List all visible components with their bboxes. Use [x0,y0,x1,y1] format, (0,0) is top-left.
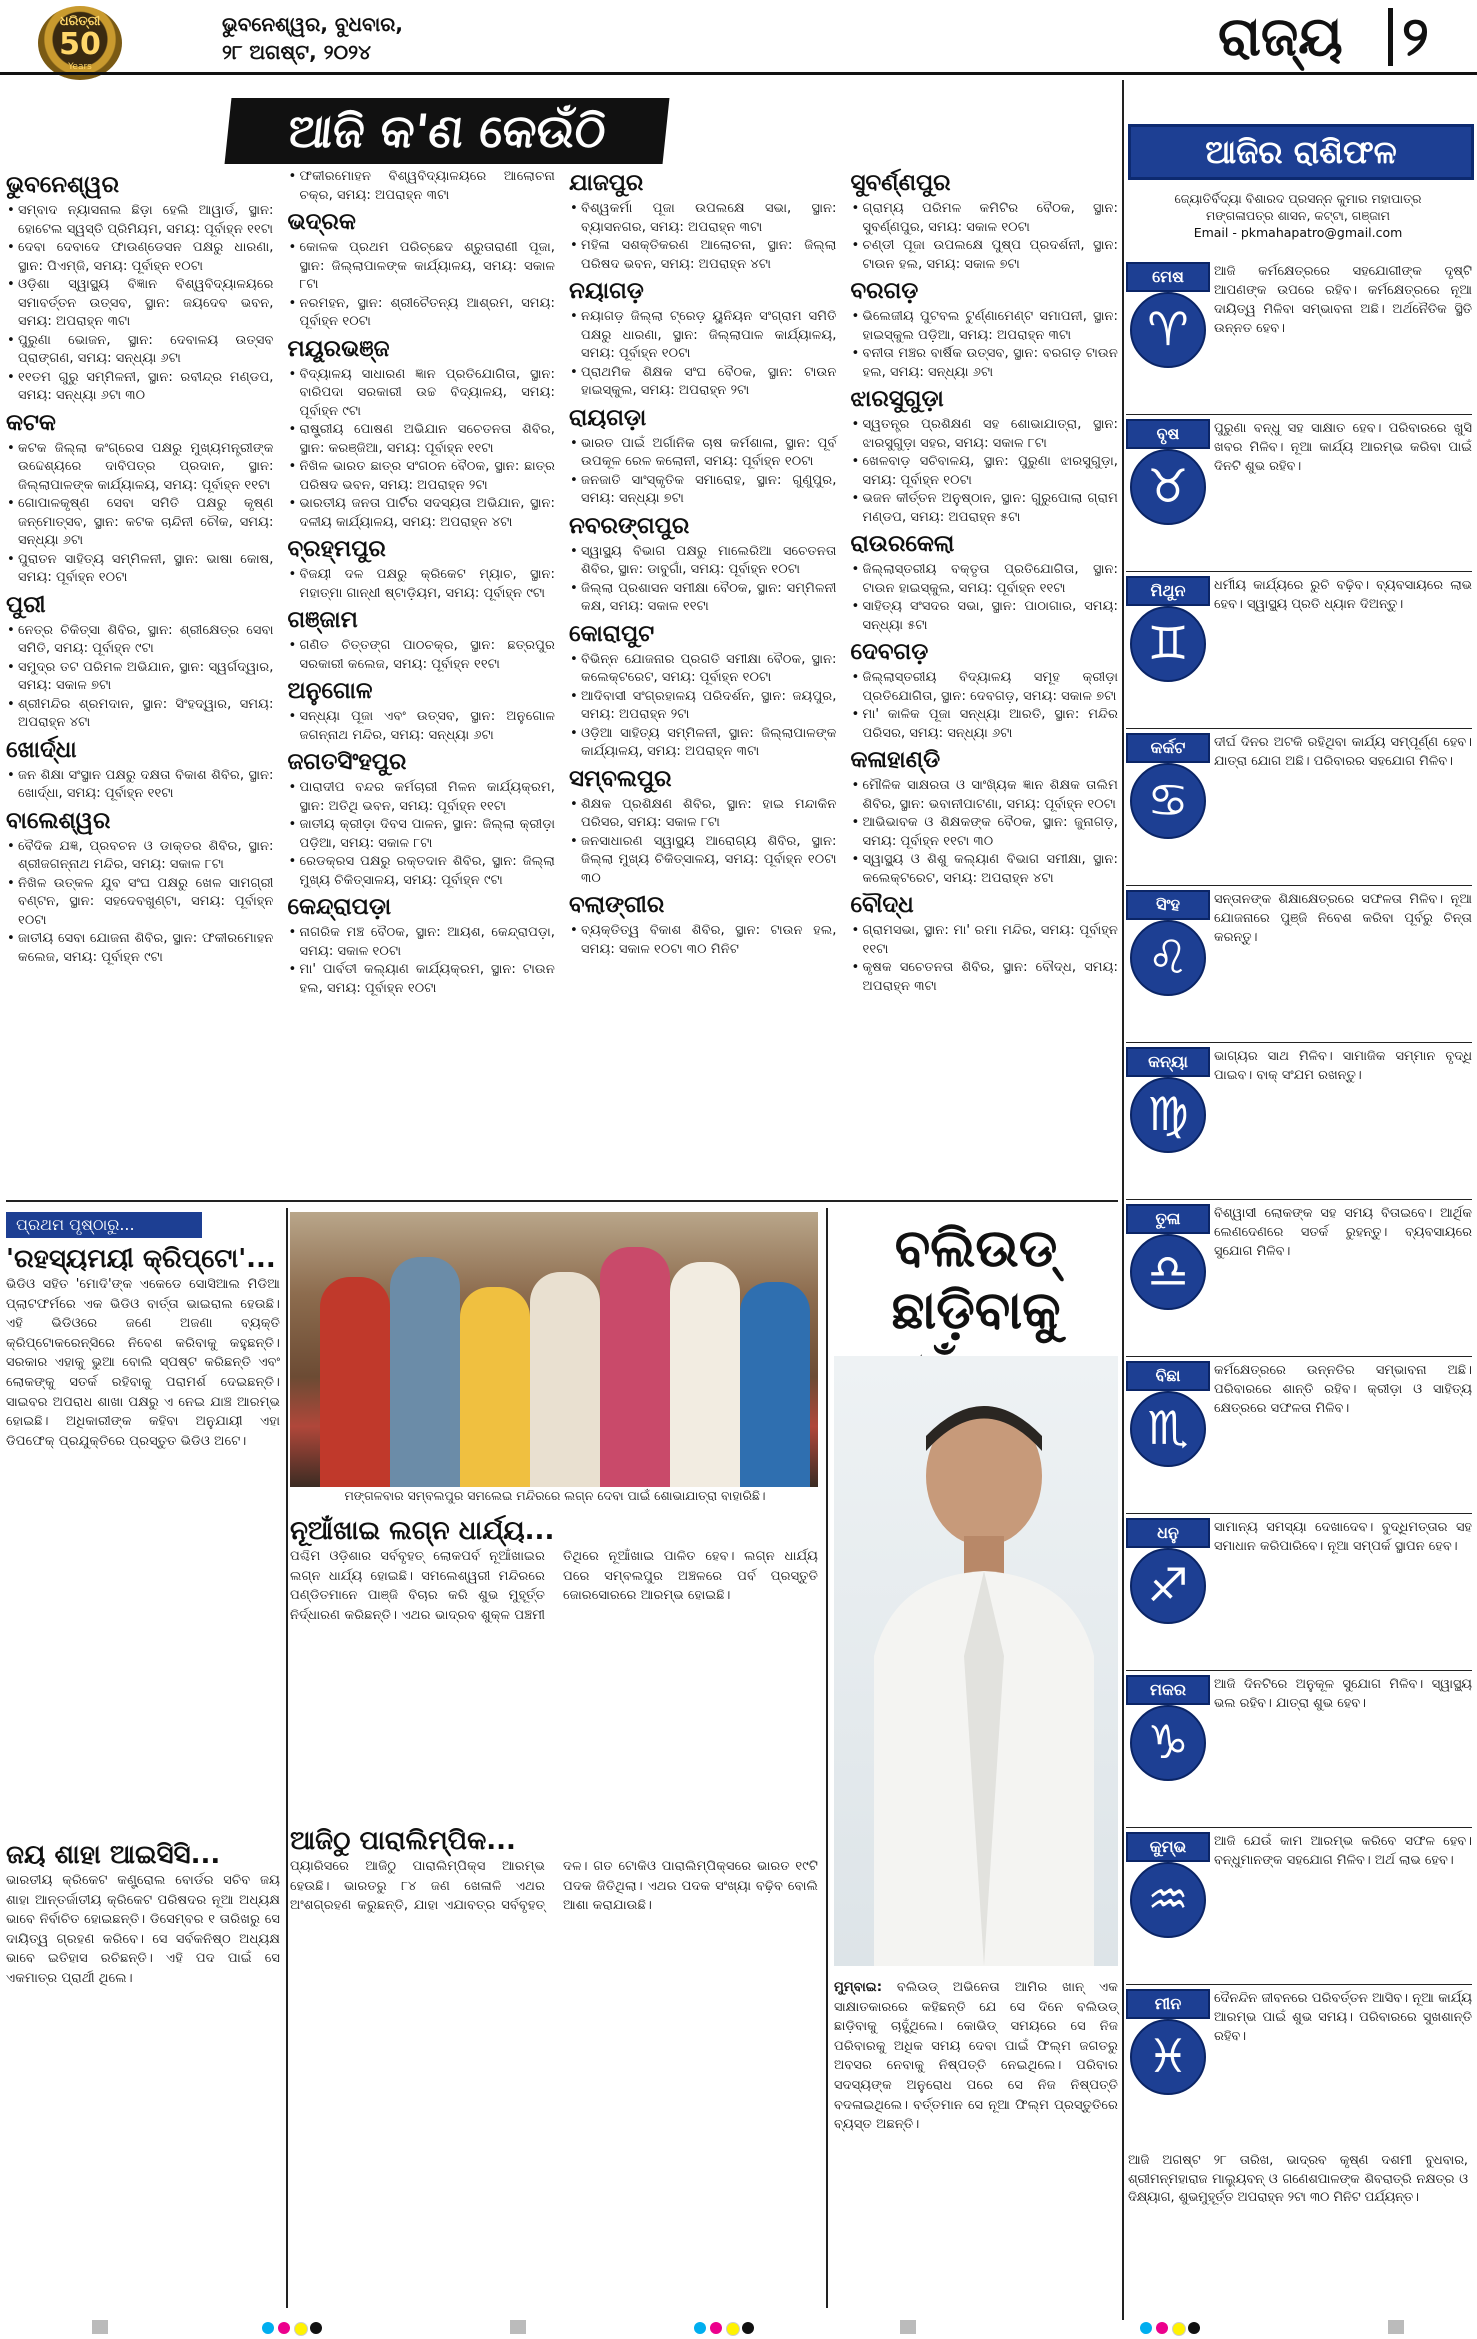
event-item: • ଆଦିବାସୀ ସଂଗ୍ରହାଳୟ ପରିଦର୍ଶନ, ସ୍ଥାନ: ଜୟପୁର, ସମୟ: ଅପରାହ୍ନ ୨ଟା [569,688,837,725]
magenta-dot [278,2322,290,2334]
event-item: • ରେଡକ୍ରସ ପକ୍ଷରୁ ରକ୍ତଦାନ ଶିବିର, ସ୍ଥାନ: ଜିଲ୍ଲା ମୁଖ୍ୟ ଚିକିତ୍ସାଳୟ, ସମୟ: ପୂର୍ବାହ୍ନ ୯ଟା [288,853,556,890]
article-paralympics-body: ପ୍ୟାରିସରେ ଆଜିଠୁ ପାରାଲିମ୍ପିକ୍ସ ଆରମ୍ଭ ହେଉଛି। ଭାରତରୁ ୮୪ ଜଣ ଖେଳାଳି ଏଥର ଅଂଶଗ୍ରହଣ କରୁଛନ୍ତି, ଯାହା ଏଯାବତ୍‌ର ସର୍ବବୃହତ୍ ଦଳ। ଗତ ଟୋକିଓ ପାରାଲିମ୍ପିକ୍ସରେ ଭାରତ ୧୯ଟି ପଦକ ଜିତିଥିଲା। ଏଥର ପଦକ ସଂଖ୍ୟା ବଢ଼ିବ ବୋଲି ଆଶା କରାଯାଉଛି। [290,1859,818,1914]
article-aamir-dateline: ମୁମ୍ବାଇ: [834,1980,882,1995]
event-item: • ବନୀତା ମଞ୍ଚର ବାର୍ଷିକ ଉତ୍ସବ, ସ୍ଥାନ: ବରଗଡ଼ ଟାଉନ ହଲ, ସମୟ: ସନ୍ଧ୍ୟା ୬ଟା [851,345,1119,382]
yellow-dot [1172,2322,1186,2336]
event-item: • ବିଶ୍ୱକର୍ମା ପୂଜା ଉପଲକ୍ଷେ ସଭା, ସ୍ଥାନ: ବ୍ୟାସନଗର, ସମୟ: ଅପରାହ୍ନ ୩ଟା [569,200,837,237]
column-divider [826,1208,828,2308]
section-title: ରାଜ୍ୟ [1218,4,1343,68]
registration-mark [510,2320,526,2334]
event-item: • ଜାତୀୟ ସେବା ଯୋଜନା ଶିବିର, ସ୍ଥାନ: ଫକୀରମୋହନ କଲେଜ, ସମୟ: ପୂର୍ବାହ୍ନ ୯ଟା [6,930,274,967]
zodiac-icon: ♉ [1130,449,1206,525]
article-nuakhai-title[interactable]: ନୂଆଁଖାଇ ଲଗ୍ନ ଧାର୍ଯ୍ୟ... [290,1516,555,1546]
rashi-prediction: ବିଶ୍ୱାସୀ ଲୋକଙ୍କ ସହ ସମୟ ବିତାଇବେ। ଆର୍ଥିକ ଲେଣଦେଣରେ ସତର୍କ ରୁହନ୍ତୁ। ବ୍ୟବସାୟରେ ସୁଯୋଗ ମିଳିବ। [1214,1206,1472,1259]
rashi-prediction: ପୁରୁଣା ବନ୍ଧୁ ସହ ସାକ୍ଷାତ ହେବ। ପରିବାରରେ ଖୁସି ଖବର ମିଳିବ। ନୂଆ କାର୍ଯ୍ୟ ଆରମ୍ଭ କରିବା ପାଇଁ ଦିନଟି ଶୁଭ ରହିବ। [1214,421,1472,474]
astrologer-address: ମଙ୍ଗଳାପତ୍ର ଶାସନ, କଟ୍ଟା, ଗଞ୍ଜାମ [1205,208,1391,223]
district-heading: ସୁବର୍ଣ୍ଣପୁର [850,170,951,196]
registration-mark [92,2320,108,2334]
event-item: • ଶିକ୍ଷକ ପ୍ରଶିକ୍ଷଣ ଶିବିର, ସ୍ଥାନ: ହାଇ ମନ୍ଦାକିନ ପରିସର, ସମୟ: ସକାଳ ୮ଟା [569,796,837,833]
zodiac-icon: ♐ [1130,1548,1206,1624]
event-item: • ଜନଜାତି ସାଂସ୍କୃତିକ ସମାରୋହ, ସ୍ଥାନ: ଗୁଣୁପୁର, ସମୟ: ସନ୍ଧ୍ୟା ୭ଟା [569,472,837,509]
rashi-entry [1126,419,1472,570]
front-page-link-label[interactable]: ପ୍ରଥମ ପୃଷ୍ଠାରୁ... [6,1212,202,1238]
rashi-name: କର୍କଟ [1126,733,1210,763]
event-item: • ଜିଲ୍ଲା ପ୍ରଶାସନ ସମୀକ୍ଷା ବୈଠକ, ସ୍ଥାନ: ସମ୍ମିଳନୀ କକ୍ଷ, ସମୟ: ସକାଳ ୧୧ଟା [569,580,837,617]
black-dot [742,2322,754,2334]
column-divider [286,1208,288,2308]
article-crypto-title[interactable]: 'ରହସ୍ୟମୟୀ କ୍ରିପ୍ଟୋ'... [6,1244,276,1274]
rashi-divider [1126,1042,1472,1043]
district-heading: ରାଉରକେଲା [850,531,955,557]
zodiac-icon: ♒ [1130,1862,1206,1938]
rashi-entry [1126,733,1472,884]
event-item: • ଗ୍ରାମସଭା, ସ୍ଥାନ: ମା' ରମା ମନ୍ଦିର, ସମୟ: ପୂର୍ବାହ୍ନ ୧୧ଟା [851,922,1119,959]
event-item: • ବ୍ୟକ୍ତିତ୍ୱ ବିକାଶ ଶିବିର, ସ୍ଥାନ: ଟାଉନ ହଲ, ସମୟ: ସକାଳ ୧୦ଟା ୩୦ ମିନିଟ [569,922,837,959]
district-heading: ଯାଜପୁର [569,170,644,196]
photo-caption: ମଙ୍ଗଳବାର ସମ୍ବଲପୁର ସମଲେଇ ମନ୍ଦିରରେ ଲଗ୍ନ ଦେବା ପାଇଁ ଶୋଭାଯାତ୍ରା ବାହାରିଛି। [344,1488,766,1503]
rashi-divider [1126,1670,1472,1671]
zodiac-icon: ♍ [1130,1077,1206,1153]
registration-mark [900,2320,916,2334]
rashi-prediction: ଭାଗ୍ୟର ସାଥ ମିଳିବ। ସାମାଜିକ ସମ୍ମାନ ବୃଦ୍ଧି ପାଇବ। ବାକ୍ ସଂଯମ ରଖନ୍ତୁ। [1214,1049,1472,1083]
article-paralympics [290,1826,818,1916]
district-heading: କୋରାପୁଟ [569,620,655,647]
event-item: • ସାହିତ୍ୟ ସଂସଦର ସଭା, ସ୍ଥାନ: ପାଠାଗାର, ସମୟ: ସନ୍ଧ୍ୟା ୫ଟା [851,598,1119,635]
date-place-day: ଭୁବନେଶ୍ୱର, ବୁଧବାର, [222,12,404,36]
rashi-prediction: ଦୀର୍ଘ ଦିନର ଅଟକି ରହିଥିବା କାର୍ଯ୍ୟ ସମ୍ପୂର୍ଣ୍ଣ ହେବ। ଯାତ୍ରା ଯୋଗ ଅଛି। ପରିବାରର ସହଯୋଗ ମିଳିବ। [1214,735,1472,769]
event-item: • ସମ୍ବାଦ ନ୍ୟାସନାଲ ଛିଡ଼ା ହେଲି ଆୱାର୍ଡ, ସ୍ଥାନ: ହୋଟେଲ ସ୍ୱସ୍ତି ପ୍ରିମିୟମ, ସମୟ: ପୂର୍ବାହ୍ନ ୧୧ଟା [6,202,274,239]
zodiac-icon: ♊ [1130,606,1206,682]
event-item: • ୧୧ତମ ଗୁରୁ ସମ୍ମିଳନୀ, ସ୍ଥାନ: ରବୀନ୍ଦ୍ର ମଣ୍ଡପ, ସମୟ: ସନ୍ଧ୍ୟା ୬ଟା ୩୦ [6,369,274,406]
section-divider [6,1200,1118,1202]
rashi-entry [1126,890,1472,1041]
event-item: • ବିଜୟୀ ଦଳ ପକ୍ଷରୁ କ୍ରିକେଟ ମ୍ୟାଚ, ସ୍ଥାନ: ମହାତ୍ମା ଗାନ୍ଧୀ ଷ୍ଟାଡ଼ିୟମ, ସମୟ: ପୂର୍ବାହ୍ନ ୯ଟା [288,566,556,603]
event-item: • ଓଡ଼ିଶା ସ୍ୱାସ୍ଥ୍ୟ ବିଜ୍ଞାନ ବିଶ୍ୱବିଦ୍ୟାଳୟରେ ସମାବର୍ତ୍ତନ ଉତ୍ସବ, ସ୍ଥାନ: ଜୟଦେବ ଭବନ, ସମୟ: ଅପରାହ୍ନ ୩ଟା [6,276,274,332]
district-heading: ନୟାଗଡ଼ [569,278,644,304]
rashifal-author [1128,190,1468,241]
page-number: ୨ [1402,4,1429,68]
event-item: • ଗଣିତ ଚିତ୍ତଙ୍ଗ ପାଠଚକ୍ର, ସ୍ଥାନ: ଛତ୍ରପୁର ସରକାରୀ କଲେଜ, ସମୟ: ପୂର୍ବାହ୍ନ ୧୧ଟା [288,637,556,674]
district-heading: ନବରଙ୍ଗପୁର [569,512,690,539]
rashi-entry [1126,1047,1472,1198]
yellow-dot [726,2322,740,2336]
rashi-divider [1126,885,1472,886]
event-item: • ଗୋପାଳକୃଷ୍ଣ ସେବା ସମିତି ପକ୍ଷରୁ କୃଷ୍ଣ ଜନ୍ମୋତ୍ସବ, ସ୍ଥାନ: କଟକ ଚାନ୍ଦିନୀ ଚୌକ, ସମୟ: ସନ୍ଧ୍ୟା ୬ଟା [6,495,274,551]
district-heading: କଳାହାଣ୍ଡି [850,747,941,773]
event-item: • ପୁରାତନ ସାହିତ୍ୟ ସମ୍ମିଳନୀ, ସ୍ଥାନ: ଭାଷା କୋଷ, ସମୟ: ପୂର୍ବାହ୍ନ ୧୦ଟା [6,551,274,588]
district-heading: ବୌଦ୍ଧ [850,892,914,918]
procession-photo [290,1212,818,1487]
article-jay-shah [6,1840,280,1989]
district-heading: ଭଦ୍ରକ [287,209,356,235]
rashi-name: ବୃଷ [1126,419,1210,449]
district-heading: ମୟୂରଭଞ୍ଜ [287,335,390,362]
event-item: • ରାଷ୍ଟ୍ରୀୟ ପୋଷଣ ଅଭିଯାନ ସଚେତନତା ଶିବିର, ସ୍ଥାନ: କରଞ୍ଜିଆ, ସମୟ: ପୂର୍ବାହ୍ନ ୧୧ଟା [288,421,556,458]
rashi-divider [1126,1984,1472,1985]
event-item: • ଭାରତ ପାଇଁ ଅର୍ଗାନିକ ଚାଷ କର୍ମଶାଳା, ସ୍ଥାନ: ପୂର୍ବ ଉପକୂଳ ରେଳ କଲୋନୀ, ସମୟ: ପୂର୍ବାହ୍ନ ୧୦ଟା [569,435,837,472]
rashi-name: ମକର [1126,1675,1210,1705]
events-banner: ଆଜି କ'ଣ କେଉଁଠି [225,98,670,164]
rashi-entry [1126,1832,1472,1983]
rashi-prediction: ସନ୍ତାନଙ୍କ ଶିକ୍ଷାକ୍ଷେତ୍ରରେ ସଫଳତା ମିଳିବ। ନୂଆ ଯୋଜନାରେ ପୁଞ୍ଜି ନିବେଶ କରିବା ପୂର୍ବରୁ ଚିନ୍ତା କରନ୍ତୁ। [1214,892,1472,945]
logo-years: Years [68,62,92,72]
events-listing [6,168,1118,1193]
rashi-prediction: ଦୈନନ୍ଦିନ ଜୀବନରେ ପରିବର୍ତ୍ତନ ଆସିବ। ନୂଆ କାର୍ଯ୍ୟ ଆରମ୍ଭ ପାଇଁ ଶୁଭ ସମୟ। ପରିବାରରେ ସୁଖଶାନ୍ତି ରହିବ। [1214,1991,1472,2044]
district-heading: ଜଗତସିଂହପୁର [287,749,407,775]
event-item: • ଫକୀରମୋହନ ବିଶ୍ୱବିଦ୍ୟାଳୟରେ ଆଲୋଚନା ଚକ୍ର, ସମୟ: ଅପରାହ୍ନ ୩ଟା [288,168,556,205]
rashi-name: ମିଥୁନ [1126,576,1210,606]
event-item: • ଜିଲ୍ଲାସ୍ତରୀୟ ବକ୍ତୃତା ପ୍ରତିଯୋଗିତା, ସ୍ଥାନ: ଟାଉନ ହାଇସ୍କୁଲ, ସମୟ: ପୂର୍ବାହ୍ନ ୧୧ଟା [851,561,1119,598]
zodiac-icon: ♎ [1130,1234,1206,1310]
rashi-entry [1126,1675,1472,1826]
event-item: • ନାଗରିକ ମଞ୍ଚ ବୈଠକ, ସ୍ଥାନ: ଆୟଶ, କେନ୍ଦ୍ରାପଡ଼ା, ସମୟ: ସକାଳ ୧୦ଟା [288,924,556,961]
rashi-name: ଧନୁ [1126,1518,1210,1548]
event-item: • ନେତ୍ର ଚିକିତ୍ସା ଶିବିର, ସ୍ଥାନ: ଶ୍ରୀକ୍ଷେତ୍ର ସେବା ସମିତି, ସମୟ: ପୂର୍ବାହ୍ନ ୯ଟା [6,622,274,659]
rashi-divider [1126,1199,1472,1200]
district-heading: ବରଗଡ଼ [850,278,919,304]
event-item: • ନିଖିଳ ଭାରତ ଛାତ୍ର ସଂଗଠନ ବୈଠକ, ସ୍ଥାନ: ଛାତ୍ର ପରିଷଦ ଭବନ, ସମୟ: ଅପରାହ୍ନ ୨ଟା [288,458,556,495]
event-item: • ଦେବା ଦେବାଦେ ଫାଉଣ୍ଡେସନ ପକ୍ଷରୁ ଧାରଣା, ସ୍ଥାନ: ପିଏମ୍‌ଜି, ସମୟ: ପୂର୍ବାହ୍ନ ୧୦ଟା [6,239,274,276]
event-item: • ପ୍ରାଥମିକ ଶିକ୍ଷକ ସଂଘ ବୈଠକ, ସ୍ଥାନ: ଟାଉନ ହାଇସ୍କୁଲ, ସମୟ: ଅପରାହ୍ନ ୨ଟା [569,364,837,401]
event-item: • ଖେଳବାଡ଼ ସଚିବାଳୟ, ସ୍ଥାନ: ପୁରୁଣା ଝାରସୁଗୁଡ଼ା, ସମୟ: ପୂର୍ବାହ୍ନ ୧୦ଟା [851,453,1119,490]
rashi-entry [1126,1989,1472,2140]
district-heading: ବାଲେଶ୍ୱର [6,807,111,834]
rashi-prediction: ଆଜି ଯେଉଁ କାମ ଆରମ୍ଭ କରିବେ ସଫଳ ହେବ। ବନ୍ଧୁମାନଙ୍କ ସହଯୋଗ ମିଳିବ। ଅର୍ଥ ଲାଭ ହେବ। [1214,1834,1472,1868]
registration-mark [1388,2320,1404,2334]
event-item: • ନୟାଗଡ଼ ଜିଲ୍ଲା ଟ୍ରେଡ଼ ୟୁନିୟନ ସଂଗ୍ରାମ ସମିତି ପକ୍ଷରୁ ଧାରଣା, ସ୍ଥାନ: ଜିଲ୍ଲାପାଳ କାର୍ଯ୍ୟାଳୟ, ସମୟ: ପୂର୍ବାହ୍ନ ୧୦ଟା [569,308,837,364]
article-nuakhai-body: ପଶ୍ଚିମ ଓଡ଼ିଶାର ସର୍ବବୃହତ୍ ଲୋକପର୍ବ ନୂଆଁଖାଇର ଲଗ୍ନ ଧାର୍ଯ୍ୟ ହୋଇଛି। ସମଲେଶ୍ୱରୀ ମନ୍ଦିରରେ ପଣ୍ଡିତମାନେ ପାଞ୍ଜି ବିଚାର କରି ଶୁଭ ମୁହୂର୍ତ୍ତ ନିର୍ଦ୍ଧାରଣ କରିଛନ୍ତି। ଏଥର ଭାଦ୍ରବ ଶୁକ୍ଳ ପଞ୍ଚମୀ ତିଥିରେ ନୂଆଁଖାଇ ପାଳିତ ହେବ। ଲଗ୍ନ ଧାର୍ଯ୍ୟ ପରେ ସମ୍ବଲପୁର ଅଞ୍ଚଳରେ ପର୍ବ ପ୍ରସ୍ତୁତି ଜୋରସୋରରେ ଆରମ୍ଭ ହୋଇଛି। [290,1549,818,1623]
event-item: • ଜିଲ୍ଲାସ୍ତରୀୟ ବିଦ୍ୟାଳୟ ସମୂହ କ୍ରୀଡ଼ା ପ୍ରତିଯୋଗିତା, ସ୍ଥାନ: ଦେବଗଡ଼, ସମୟ: ସକାଳ ୭ଟା [851,669,1119,706]
cyan-dot [262,2322,274,2334]
event-item: • ସନ୍ଧ୍ୟା ପୂଜା ଏବଂ ଉତ୍ସବ, ସ୍ଥାନ: ଅନୁଗୋଳ ଜଗନ୍ନାଥ ମନ୍ଦିର, ସମୟ: ସନ୍ଧ୍ୟା ୬ଟା [288,708,556,745]
event-item: • ମା' କାଳିକ ପୂଜା ସନ୍ଧ୍ୟା ଆରତି, ସ୍ଥାନ: ମନ୍ଦିର ପରିସର, ସମୟ: ସନ୍ଧ୍ୟା ୬ଟା [851,706,1119,743]
event-item: • ମୌଳିକ ସାକ୍ଷରତା ଓ ସାଂଖ୍ୟିକ ଜ୍ଞାନ ଶିକ୍ଷକ ତାଲିମ ଶିବିର, ସ୍ଥାନ: ଭବାନୀପାଟଣା, ସମୟ: ପୂର୍ବାହ୍ନ ୧୦ଟା [851,777,1119,814]
event-item: • ଗ୍ରାମ୍ୟ ପରିମଳ କମିଟିର ବୈଠକ, ସ୍ଥାନ: ସୁବର୍ଣ୍ଣପୁର, ସମୟ: ସକାଳ ୧୦ଟା [851,200,1119,237]
rashi-divider [1126,1827,1472,1828]
district-heading: ବ୍ରହ୍ମପୁର [287,536,386,562]
zodiac-icon: ♑ [1130,1705,1206,1781]
district-heading: କେନ୍ଦ୍ରାପଡ଼ା [287,894,392,920]
rashi-name: ସିଂହ [1126,890,1210,920]
event-item: • ପୁରୁଣା ଭୋଜନ, ସ୍ଥାନ: ଦେବାଳୟ ଉତ୍ସବ ପ୍ରାଙ୍ଗଣ, ସମୟ: ସନ୍ଧ୍ୟା ୬ଟା [6,332,274,369]
rashi-divider [1126,414,1472,415]
event-item: • ଶ୍ରୀମନ୍ଦିର ଶ୍ରମଦାନ, ସ୍ଥାନ: ସିଂହଦ୍ୱାର, ସମୟ: ଅପରାହ୍ନ ୪ଟା [6,696,274,733]
zodiac-icon: ♓ [1130,2019,1206,2095]
page-number-divider [1388,8,1393,66]
newspaper-logo [38,6,122,80]
event-item: • କୋଳକ ପ୍ରଥମ ପରିଚ୍ଛେଦ ଶ୍ରୁତାରାଣୀ ପୂଜା, ସ୍ଥାନ: ଜିଲ୍ଲାପାଳଙ୍କ କାର୍ଯ୍ୟାଳୟ, ସମୟ: ସକାଳ ୮ଟା [288,239,556,295]
zodiac-icon: ♋ [1130,763,1206,839]
article-aamir [834,1978,1118,2135]
rashi-entry [1126,1361,1472,1512]
event-item: • କୃଷକ ସଚେତନତା ଶିବିର, ସ୍ଥାନ: ବୌଦ୍ଧ, ସମୟ: ଅପରାହ୍ନ ୩ଟା [851,959,1119,996]
district-heading: ଗଞ୍ଜାମ [287,607,358,633]
event-item: • ଜନ ଶିକ୍ଷା ସଂସ୍ଥାନ ପକ୍ଷରୁ ଦକ୍ଷତା ବିକାଶ ଶିବିର, ସ୍ଥାନ: ଖୋର୍ଦ୍ଧା, ସମୟ: ପୂର୍ବାହ୍ନ ୧୧ଟା [6,767,274,804]
event-item: • ନରମହନ, ସ୍ଥାନ: ଶ୍ରୀଚୈତନ୍ୟ ଆଶ୍ରମ, ସମୟ: ପୂର୍ବାହ୍ନ ୧୦ଟା [288,295,556,332]
article-crypto [6,1244,280,1451]
article-aamir-body: ବଲିଉଡ୍ ଅଭିନେତା ଆମିର ଖାନ୍ ଏକ ସାକ୍ଷାତକାରରେ କହିଛନ୍ତି ଯେ ସେ ଦିନେ ବଲିଉଡ୍ ଛାଡ଼ିବାକୁ ଚାହୁଁଥିଲେ। କୋଭିଡ୍ ସମୟରେ ସେ ନିଜ ପରିବାରକୁ ଅଧିକ ସମୟ ଦେବା ପାଇଁ ଫିଲ୍ମ ଜଗତରୁ ଅବସର ନେବାକୁ ନିଷ୍ପତ୍ତି ନେଇଥିଲେ। ପରିବାର ସଦସ୍ୟଙ୍କ ଅନୁରୋଧ ପରେ ସେ ନିଜ ନିଷ୍ପତ୍ତି ବଦଳାଇଥିଲେ। ବର୍ତ୍ତମାନ ସେ ନୂଆ ଫିଲ୍ମ ପ୍ରସ୍ତୁତିରେ ବ୍ୟସ୍ତ ଅଛନ୍ତି। [834,1980,1118,2133]
black-dot [310,2322,322,2334]
rashi-divider [1126,571,1472,572]
rashi-name: କନ୍ୟା [1126,1047,1210,1077]
rashi-prediction: କର୍ମକ୍ଷେତ୍ରରେ ଉନ୍ନତିର ସମ୍ଭାବନା ଅଛି। ପରିବାରରେ ଶାନ୍ତି ରହିବ। କ୍ରୀଡ଼ା ଓ ସାହିତ୍ୟ କ୍ଷେତ୍ରରେ ସଫଳତା ମିଳିବ। [1214,1363,1472,1416]
event-item: • କଟକ ଜିଲ୍ଲା କଂଗ୍ରେସ ପକ୍ଷରୁ ମୁଖ୍ୟମନ୍ତ୍ରୀଙ୍କ ଉଦ୍ଦେଶ୍ୟରେ ଦାବିପତ୍ର ପ୍ରଦାନ, ସ୍ଥାନ: ଜିଲ୍ଲାପାଳଙ୍କ କାର୍ଯ୍ୟାଳୟ, ସମୟ: ପୂର୍ବାହ୍ନ ୧୧ଟା [6,440,274,496]
rashi-divider [1126,1513,1472,1514]
zodiac-icon: ♏ [1130,1391,1206,1467]
event-item: • ମହିଳା ସଶକ୍ତିକରଣ ଆଲୋଚନା, ସ୍ଥାନ: ଜିଲ୍ଲା ପରିଷଦ ଭବନ, ସମୟ: ଅପରାହ୍ନ ୪ଟା [569,237,837,274]
district-heading: ଝାରସୁଗୁଡ଼ା [850,386,944,412]
portrait-illustration [834,1356,1118,1966]
district-heading: ସମ୍ବଲପୁର [569,765,672,792]
magenta-dot [1156,2322,1168,2334]
date-full: ୨୮ ଅଗଷ୍ଟ, ୨୦୨୪ [222,40,371,64]
article-jay-shah-body: ଭାରତୀୟ କ୍ରିକେଟ କଣ୍ଟ୍ରୋଲ ବୋର୍ଡର ସଚିବ ଜୟ ଶାହା ଆନ୍ତର୍ଜାତୀୟ କ୍ରିକେଟ ପରିଷଦର ନୂଆ ଅଧ୍ୟକ୍ଷ ଭାବେ ନିର୍ବାଚିତ ହୋଇଛନ୍ତି। ଡିସେମ୍ବର ୧ ତାରିଖରୁ ସେ ଦାୟିତ୍ୱ ଗ୍ରହଣ କରିବେ। ସେ ସର୍ବକନିଷ୍ଠ ଅଧ୍ୟକ୍ଷ ଭାବେ ଇତିହାସ ରଚିଛନ୍ତି। ଏହି ପଦ ପାଇଁ ସେ ଏକମାତ୍ର ପ୍ରାର୍ଥୀ ଥିଲେ। [6,1873,280,1986]
rashi-name: ବିଛା [1126,1361,1210,1391]
masthead-rule [0,72,1477,75]
rashi-name: ମୀନ [1126,1989,1210,2019]
rashi-name: ତୁଳା [1126,1204,1210,1234]
district-heading: ରାୟଗଡ଼ା [569,404,647,431]
event-item: • ଜନସାଧାରଣ ସ୍ୱାସ୍ଥ୍ୟ ଆରୋଗ୍ୟ ଶିବିର, ସ୍ଥାନ: ଜିଲ୍ଲା ମୁଖ୍ୟ ଚିକିତ୍ସାଳୟ, ସମୟ: ପୂର୍ବାହ୍ନ ୧୦ଟା ୩୦ [569,833,837,889]
event-item: • ପାରାଦୀପ ବନ୍ଦର କର୍ମଚାରୀ ମିଳନ କାର୍ଯ୍ୟକ୍ରମ, ସ୍ଥାନ: ଅତିଥି ଭବନ, ସମୟ: ପୂର୍ବାହ୍ନ ୧୧ଟା [288,779,556,816]
rashi-entry [1126,262,1472,413]
article-paralympics-title[interactable]: ଆଜିଠୁ ପାରାଲିମ୍ପିକ... [290,1826,516,1856]
black-dot [1188,2322,1200,2334]
rashi-prediction: ଆଜି ଦିନଟିରେ ଅନୁକୂଳ ସୁଯୋଗ ମିଳିବ। ସ୍ୱାସ୍ଥ୍ୟ ଭଲ ରହିବ। ଯାତ୍ରା ଶୁଭ ହେବ। [1214,1677,1472,1711]
event-item: • ଓଡ଼ିଆ ସାହିତ୍ୟ ସମ୍ମିଳନୀ, ସ୍ଥାନ: ଜିଲ୍ଲାପାଳଙ୍କ କାର୍ଯ୍ୟାଳୟ, ସମୟ: ଅପରାହ୍ନ ୩ଟା [569,725,837,762]
event-item: • ଭିଲେଜୀୟ ପୁଟବଲ ଟୁର୍ଣ୍ଣାମେଣ୍ଟ ସମାପନୀ, ସ୍ଥାନ: ହାଇସ୍କୁଲ ପଡ଼ିଆ, ସମୟ: ଅପରାହ୍ନ ୩ଟା [851,308,1119,345]
zodiac-icon: ♌ [1130,920,1206,996]
district-heading: କଟକ [6,409,56,436]
rashi-divider [1126,728,1472,729]
event-item: • ସ୍ୱାସ୍ଥ୍ୟ ଓ ଶିଶୁ କଲ୍ୟାଣ ବିଭାଗ ସମୀକ୍ଷା, ସ୍ଥାନ: କଲେକ୍ଟରେଟ, ସମୟ: ଅପରାହ୍ନ ୪ଟା [851,851,1119,888]
event-item: • ବିଭିନ୍ନ ଯୋଜନାର ପ୍ରଗତି ସମୀକ୍ଷା ବୈଠକ, ସ୍ଥାନ: କଲେକ୍ଟରେଟ, ସମୟ: ପୂର୍ବାହ୍ନ ୧୦ଟା [569,651,837,688]
event-item: • ବିଦ୍ୟାଳୟ ସାଧାରଣ ଜ୍ଞାନ ପ୍ରତିଯୋଗିତା, ସ୍ଥାନ: ବାରିପଦା ସରକାରୀ ଉଚ୍ଚ ବିଦ୍ୟାଳୟ, ସମୟ: ପୂର୍ବାହ୍ନ ୯ଟା [288,366,556,422]
magenta-dot [710,2322,722,2334]
rashi-prediction: ସାମାନ୍ୟ ସମସ୍ୟା ଦେଖାଦେବ। ବୁଦ୍ଧିମତ୍ତାର ସହ ସମାଧାନ କରିପାରିବେ। ନୂଆ ସମ୍ପର୍କ ସ୍ଥାପନ ହେବ। [1214,1520,1472,1554]
event-item: • ମା' ପାର୍ବତୀ କଲ୍ୟାଣ କାର୍ଯ୍ୟକ୍ରମ, ସ୍ଥାନ: ଟାଉନ ହଲ, ସମୟ: ପୂର୍ବାହ୍ନ ୧୦ଟା [288,961,556,998]
article-aamir-title[interactable]: ବଲିଉଡ୍ ଛାଡ଼ିବାକୁ [891,1218,1061,1341]
zodiac-icon: ♈ [1130,292,1206,368]
district-heading: ଭୁବନେଶ୍ୱର [6,172,120,198]
district-heading: ପୁରୀ [6,591,46,618]
event-item: • ସ୍ୱାସ୍ଥ୍ୟ ବିଭାଗ ପକ୍ଷରୁ ମାଲେରିଆ ସଚେତନତା ଶିବିର, ସ୍ଥାନ: ଡାବୁଗାଁ, ସମୟ: ପୂର୍ବାହ୍ନ ୧୦ଟା [569,543,837,580]
column-divider [1122,80,1124,2320]
logo-anniversary: 50 [59,27,101,62]
article-nuakhai [290,1516,818,1625]
district-heading: ବଲାଙ୍ଗୀର [569,892,665,918]
astrologer-name: ଜ୍ୟୋତିର୍ବିଦ୍ୟା ବିଶାରଦ ପ୍ରସନ୍ନ କୁମାର ମହାପାତ୍ର [1174,191,1422,206]
event-item: • ଭଜନ କୀର୍ତ୍ତନ ଅନୁଷ୍ଠାନ, ସ୍ଥାନ: ଗୁରୁପୋଲା ଗ୍ରାମ ମଣ୍ଡପ, ସମୟ: ଅପରାହ୍ନ ୫ଟା [851,490,1119,527]
logo-name: ଧରିତ୍ରୀ [59,14,101,29]
event-item: • ଜାତୀୟ କ୍ରୀଡ଼ା ଦିବସ ପାଳନ, ସ୍ଥାନ: ଜିଲ୍ଲା କ୍ରୀଡ଼ା ପଡ଼ିଆ, ସମୟ: ସକାଳ ୮ଟା [288,816,556,853]
panjika-text: ଆଜି ଅଗଷ୍ଟ ୨୮ ତାରିଖ, ଭାଦ୍ରବ କୃଷ୍ଣ ଦଶମୀ ବୁଧବାର, ଶ୍ରୀମନ୍ମହାରାଜ ମାଲ୍ୟୁବନ୍ ଓ ଗଣେଶପାଳଙ୍କ ଶିବରାତ୍ରି ନକ୍ଷତ୍ର ଓ ଦିକ୍ଷ୍ୟାଗ, ଶୁଭମୁହୂର୍ତ୍ତ ଅପରାହ୍ନ ୨ଟା ୩୦ ମିନିଟ ପର୍ଯ୍ୟନ୍ତ। [1128,2153,1468,2205]
event-item: • ସ୍ୱତନ୍ତ୍ର ପ୍ରଶିକ୍ଷଣ ସହ ଶୋଭାଯାତ୍ରା, ସ୍ଥାନ: ଝାରସୁଗୁଡ଼ା ସହର, ସମୟ: ସକାଳ ୮ଟା [851,416,1119,453]
event-item: • ସମୁଦ୍ର ତଟ ପରିମଳ ଅଭିଯାନ, ସ୍ଥାନ: ସ୍ୱର୍ଗଦ୍ୱାର, ସମୟ: ସକାଳ ୭ଟା [6,659,274,696]
district-heading: ଖୋର୍ଦ୍ଧା [6,736,77,763]
article-crypto-body: ଭିଡିଓ ସହିତ 'ମୋଦି'ଙ୍କ ଏକେଡେ ସୋସିଆଲ ମିଡିଆ ପ୍ଲାଟଫର୍ମରେ ଏକ ଭିଡିଓ ବାର୍ତ୍ତା ଭାଇରାଲ ହେଉଛି। ଏହି ଭିଡିଓରେ ଜଣେ ଅଜଣା ବ୍ୟକ୍ତି କ୍ରିପ୍ଟୋକରେନ୍ସିରେ ନିବେଶ କରିବାକୁ କହୁଛନ୍ତି। ସରକାର ଏହାକୁ ଭୁଆ ବୋଲି ସ୍ପଷ୍ଟ କରିଛନ୍ତି ଏବଂ ଲୋକଙ୍କୁ ସତର୍କ ରହିବାକୁ ପରାମର୍ଶ ଦେଇଛନ୍ତି। ସାଇବର ଅପରାଧ ଶାଖା ପକ୍ଷରୁ ଏ ନେଇ ଯାଞ୍ଚ ଆରମ୍ଭ ହୋଇଛି। ଅଧିକାରୀଙ୍କ କହିବା ଅନୁଯାୟୀ ଏହା ଡିପଫେକ୍ ପ୍ରଯୁକ୍ତିରେ ପ୍ରସ୍ତୁତ ଭିଡିଓ ଅଟେ। [6,1277,280,1449]
cyan-dot [694,2322,706,2334]
district-heading: ଦେବଗଡ଼ [850,639,929,665]
yellow-dot [294,2322,308,2336]
event-item: • ଆଭିଭାବକ ଓ ଶିକ୍ଷକଙ୍କ ବୈଠକ, ସ୍ଥାନ: ଜୁନାଗଡ଼, ସମୟ: ପୂର୍ବାହ୍ନ ୧୧ଟା ୩୦ [851,814,1119,851]
event-item: • ଚଣ୍ଡୀ ପୂଜା ଉପଲକ୍ଷେ ପୁଷ୍ପ ପ୍ରଦର୍ଶନୀ, ସ୍ଥାନ: ଟାଉନ ହଲ, ସମୟ: ସକାଳ ୭ଟା [851,237,1119,274]
event-item: • ନିଖିଳ ଉତ୍କଳ ଯୁବ ସଂଘ ପକ୍ଷରୁ ଖେଳ ସାମଗ୍ରୀ ବଣ୍ଟନ, ସ୍ଥାନ: ସହଦେବଖୁଣ୍ଟା, ସମୟ: ପୂର୍ବାହ୍ନ ୧୦ଟା [6,875,274,931]
rashi-prediction: ଆଜି କର୍ମକ୍ଷେତ୍ରରେ ସହଯୋଗୀଙ୍କ ଦୃଷ୍ଟି ଆପଣଙ୍କ ଉପରେ ରହିବ। କର୍ମକ୍ଷେତ୍ରରେ ନୂଆ ଦାୟିତ୍ୱ ମିଳିବା ସମ୍ଭାବନା ଅଛି। ଅର୍ଥନୈତିକ ସ୍ଥିତି ଉନ୍ନତ ହେବ। [1214,264,1472,336]
aamir-photo [834,1356,1118,1966]
event-item: • ବୈଦିକ ଯଜ୍ଞ, ପ୍ରବଚନ ଓ ଡାକ୍ତର ଶିବିର, ସ୍ଥାନ: ଶ୍ରୀଜଗନ୍ନାଥ ମନ୍ଦିର, ସମୟ: ସକାଳ ୮ଟା [6,838,274,875]
rashi-entry [1126,1204,1472,1355]
event-item: • ଭାରତୀୟ ଜନତା ପାର୍ଟିର ସଦସ୍ୟତା ଅଭିଯାନ, ସ୍ଥାନ: ଦଳୀୟ କାର୍ଯ୍ୟାଳୟ, ସମୟ: ଅପରାହ୍ନ ୪ଟା [288,495,556,532]
rashifal-title: ଆଜିର ରାଶିଫଳ [1128,124,1474,180]
rashi-entry [1126,1518,1472,1669]
rashi-name: କୁମ୍ଭ [1126,1832,1210,1862]
astrologer-email[interactable]: Email - pkmahapatro@gmail.com [1193,225,1403,240]
rashi-name: ମେଷ [1126,262,1210,292]
district-heading: ଅନୁଗୋଳ [287,678,373,704]
article-jay-shah-title[interactable]: ଜୟ ଶାହା ଆଇସିସି... [6,1840,221,1870]
rashi-divider [1126,1356,1472,1357]
rashi-entry [1126,576,1472,727]
cyan-dot [1140,2322,1152,2334]
rashi-prediction: ଧର୍ମୀୟ କାର୍ଯ୍ୟରେ ରୁଚି ବଢ଼ିବ। ବ୍ୟବସାୟରେ ଲାଭ ହେବ। ସ୍ୱାସ୍ଥ୍ୟ ପ୍ରତି ଧ୍ୟାନ ଦିଅନ୍ତୁ। [1214,578,1472,612]
dateline [222,10,403,66]
